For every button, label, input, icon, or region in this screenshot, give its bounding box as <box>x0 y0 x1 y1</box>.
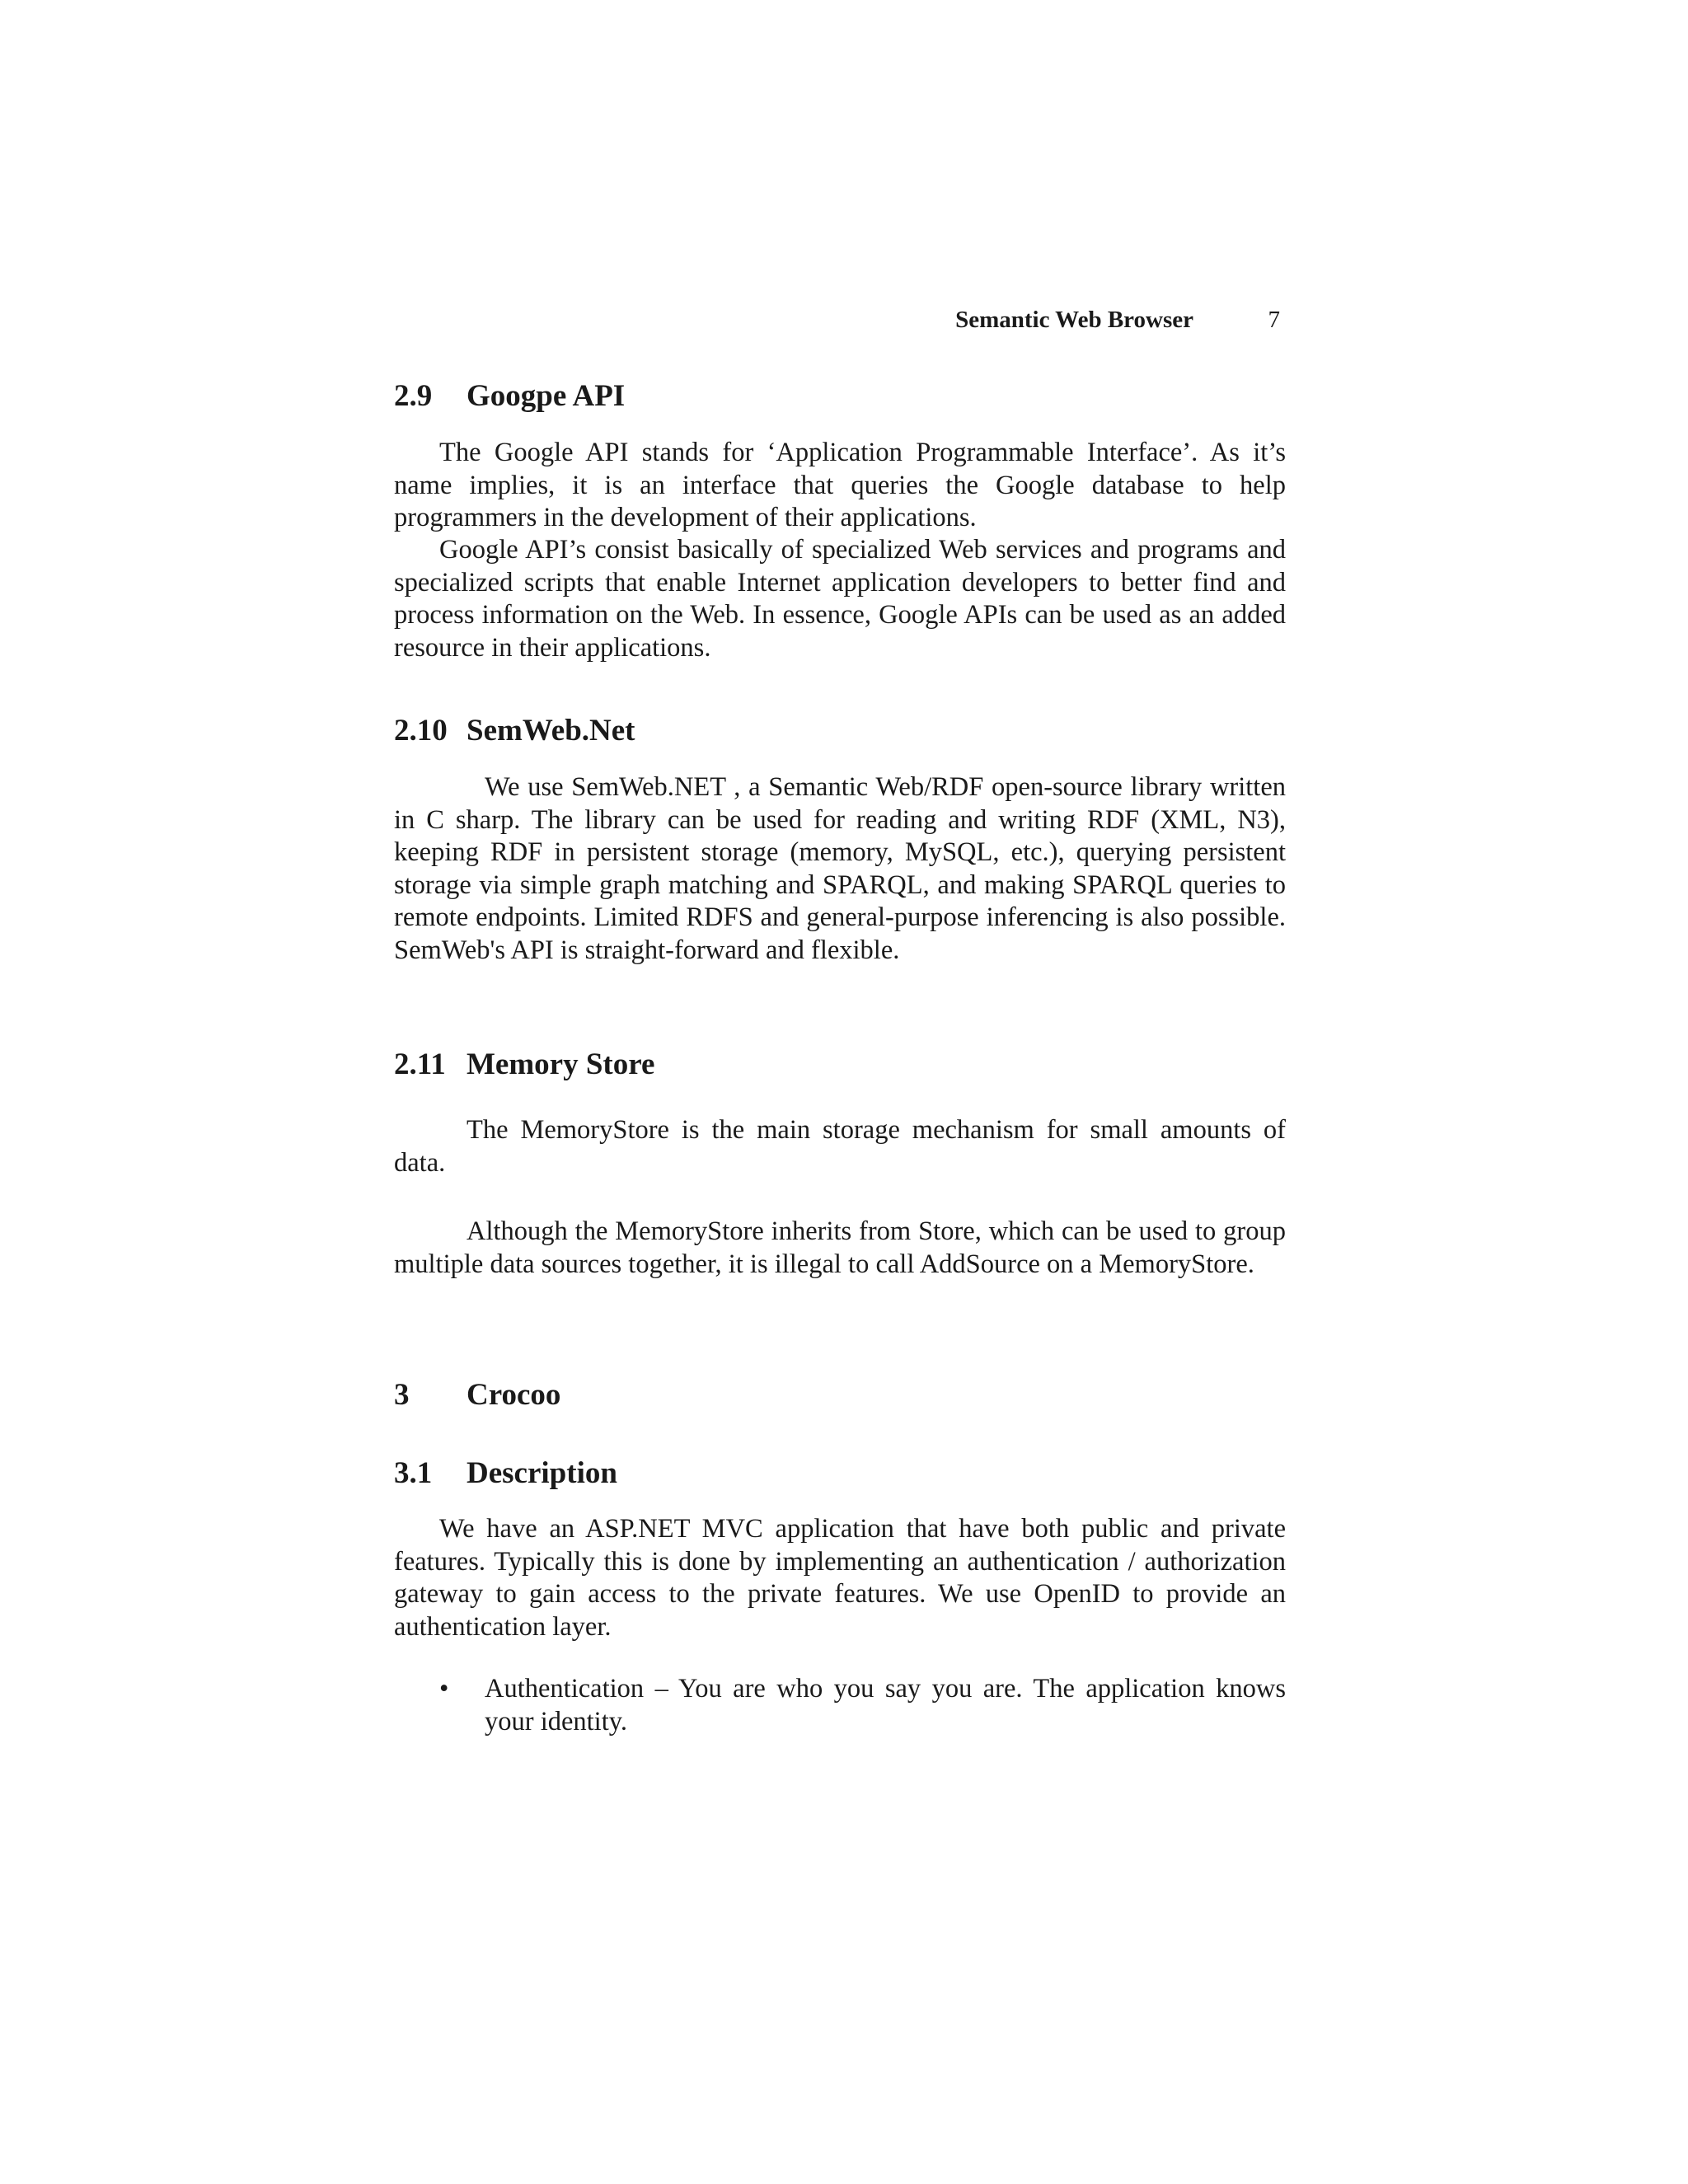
paragraph: We have an ASP.NET MVC application that have both public and private features. Typically this is done by implementing an authentication / authorization gateway to gain access to the private features. We use OpenID to provide an authentication layer. <box>394 1514 1286 1642</box>
running-title: Semantic Web Browser <box>955 307 1193 333</box>
section-title: Description <box>467 1456 617 1490</box>
section-title: Googpe API <box>467 379 626 413</box>
paragraph: We use SemWeb.NET , a Semantic Web/RDF open-source library written in C sharp. The library can be used for reading and writing RDF (XML, N3), keeping RDF in persistent storage (memory, MySQL, etc.), querying persistent storage via simple graph matching and SPARQL, and making SPARQL queries to remote endpoints. Limited RDFS and general-purpose inferencing is also possible. SemWeb's API is straight-forward and flexible. <box>394 772 1286 965</box>
section-heading-2-11 <box>394 1044 1286 1085</box>
bullet-text: Authentication – You are who you say you are. The application knows your identity. <box>485 1674 1286 1736</box>
bullet-list-item <box>394 1673 1286 1739</box>
section-title: SemWeb.Net <box>467 714 635 748</box>
paragraph: The MemoryStore is the main storage mechanism for small amounts of data. <box>394 1115 1286 1178</box>
section-number: 2.10 <box>394 714 448 748</box>
section-number: 3 <box>394 1378 410 1412</box>
running-header <box>0 303 1688 336</box>
bullet-icon: • <box>439 1674 449 1704</box>
section-number: 2.9 <box>394 379 433 413</box>
section-title: Crocoo <box>467 1378 561 1412</box>
page-number: 7 <box>1268 307 1280 333</box>
paragraph: Google API’s consist basically of specialized Web services and programs and specialized scripts that enable Internet application developers to better find and process information on the Web. In essence, Google APIs can be used as an added resource in their applications. <box>394 535 1286 663</box>
section-heading-2-10 <box>394 710 1286 752</box>
section-title: Memory Store <box>467 1047 655 1081</box>
section-heading-2-9 <box>394 376 1286 417</box>
paragraph: Although the MemoryStore inherits from Store, which can be used to group multiple data sources together, it is illegal to call AddSource on a MemoryStore. <box>394 1216 1286 1279</box>
section-heading-3 <box>394 1375 1286 1416</box>
section-heading-3-1 <box>394 1453 1286 1494</box>
section-number: 2.11 <box>394 1047 446 1081</box>
section-number: 3.1 <box>394 1456 433 1490</box>
paragraph: The Google API stands for ‘Application Programmable Interface’. As it’s name implies, it is an interface that queries the Google database to help programmers in the development of their applications. <box>394 438 1286 533</box>
